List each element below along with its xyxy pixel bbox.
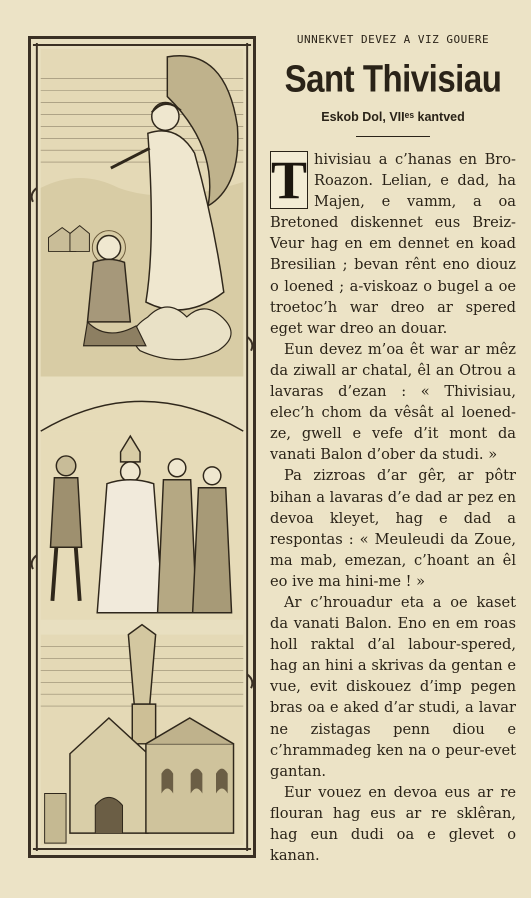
paragraph-3: Pa zizroas d’ar gêr, ar pôtr bihan a lavaras d’e dad ar pez en devoa kleyet, hag e dad a respontas : « Meuleudi da Zoue, ma mab, emezan, c’hoant an êl eo ive ma hini-me ! » <box>270 467 516 590</box>
drop-cap: T <box>271 150 308 210</box>
paragraph-2: Eun devez m’oa êt war ar mêz da ziwall ar chatal, êl an Otrou a lavaras d’ezan : « Thivisiau, elec’h chom da vêsât al loened-ze, gwell e vefe d’it mont da vanati Balon d’ober da studi. » <box>270 340 516 464</box>
scene-church <box>41 625 244 845</box>
paragraph-4: Ar c’hrouadur eta a oe kaset da vanati Balon. Eno en em roas holl raktal d’al labour-spered, hag an hini a skrivas da gentan e vue, evit diskouez d’imp pegen bras oa e aked d’ar studi, a lavar ne zistagas penn diou e c’hrammadeg ken na o peur-evet gantan. <box>270 593 516 780</box>
paragraph-1 <box>270 149 516 339</box>
article-column <box>270 33 516 866</box>
engraving-illustration <box>31 39 253 855</box>
paragraph-5: Eur vouez en devoa eus ar re flouran hag eus ar re sklêran, hag eun dudi oa e glevet o kanan. <box>270 783 516 865</box>
engraving-panel <box>28 36 256 858</box>
article-subtitle: Eskob Dol, VIIᵉˢ kantved <box>321 110 465 124</box>
paragraph-1-text: hivisiau a c’hanas en Bro-Roazon. Lelian, e dad, ha Majen, e vamm, a oa Bretoned diskennet eus Breiz-Veur hag en em dennet en koad Bresilian ; bevan rênt eno diouz o loened ; a-viskoaz o bugel a oe troetoc’h war dreo ar spered eget war dreo an douar. <box>270 151 516 337</box>
article-body <box>270 149 516 866</box>
running-head: UNNEKVET DEVEZ A VIZ GOUERE <box>296 33 490 46</box>
article-title: Sant Thivisiau <box>284 57 502 100</box>
scene-angel-and-shepherd <box>41 49 244 377</box>
scene-bishop-and-monks <box>41 401 244 619</box>
title-divider <box>356 136 430 137</box>
